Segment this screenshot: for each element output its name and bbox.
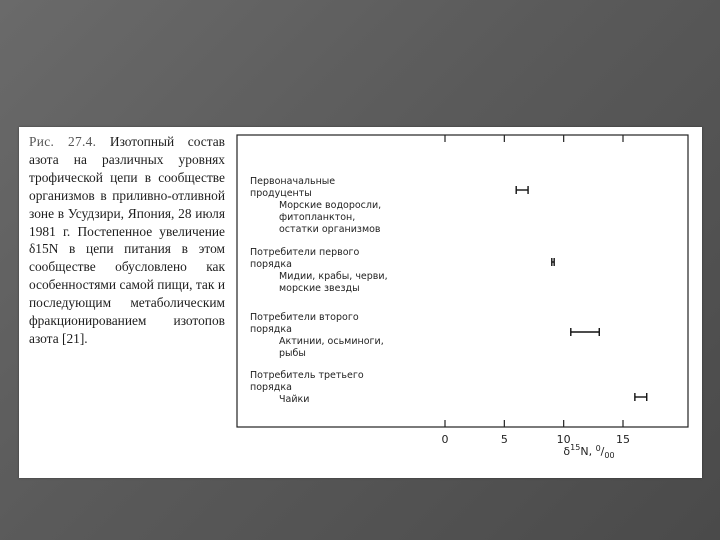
category-labels	[250, 176, 388, 405]
figure-label: Рис. 27.4.	[29, 134, 97, 149]
group-item-line: Чайки	[279, 394, 310, 405]
x-axis	[442, 135, 631, 446]
tick-label: 5	[500, 433, 508, 446]
group-item-line: рыбы	[279, 348, 306, 359]
group-item-line: Морские водоросли,	[279, 200, 382, 211]
group-header-line: Первоначальные	[250, 176, 336, 187]
x-axis-title: $\delta^{15}N$, $^0/_{00}$	[563, 443, 615, 460]
group-item-line: Актинии, осьминоги,	[279, 336, 384, 347]
tick-label: 15	[616, 433, 630, 446]
group-header-line: Потребители первого	[250, 247, 360, 258]
group-header-line: Потребитель третьего	[250, 370, 364, 381]
figure-frame	[19, 127, 702, 478]
caption-text: Изотопный состав азота на различных уровнях трофической цепи в сообществе организмов в приливно-отливной зоне в Усудзири, Япония, 28 июля 1981 г. Постепенное увеличение δ15N в цепи питания в этом сообществе обусловлено как особенностями самой пищи, так и последующим метаболическим фракционированием изотопов азота [21].	[29, 134, 225, 346]
tick-label: 10	[556, 433, 571, 446]
group-header-line: порядка	[250, 382, 292, 393]
group-item-line: Мидии, крабы, черви,	[279, 271, 388, 282]
isotope-chart	[19, 127, 702, 478]
group-item-line: фитопланктон,	[279, 212, 356, 223]
tick-label: 0	[441, 433, 449, 446]
group-item-line: морские звезды	[279, 283, 360, 294]
group-header-line: порядка	[250, 324, 292, 335]
group-item-line: остатки организмов	[279, 224, 381, 235]
data-marks	[516, 186, 647, 401]
group-header-line: порядка	[250, 259, 292, 270]
group-header-line: Потребители второго	[250, 312, 359, 323]
group-header-line: продуценты	[250, 188, 312, 199]
